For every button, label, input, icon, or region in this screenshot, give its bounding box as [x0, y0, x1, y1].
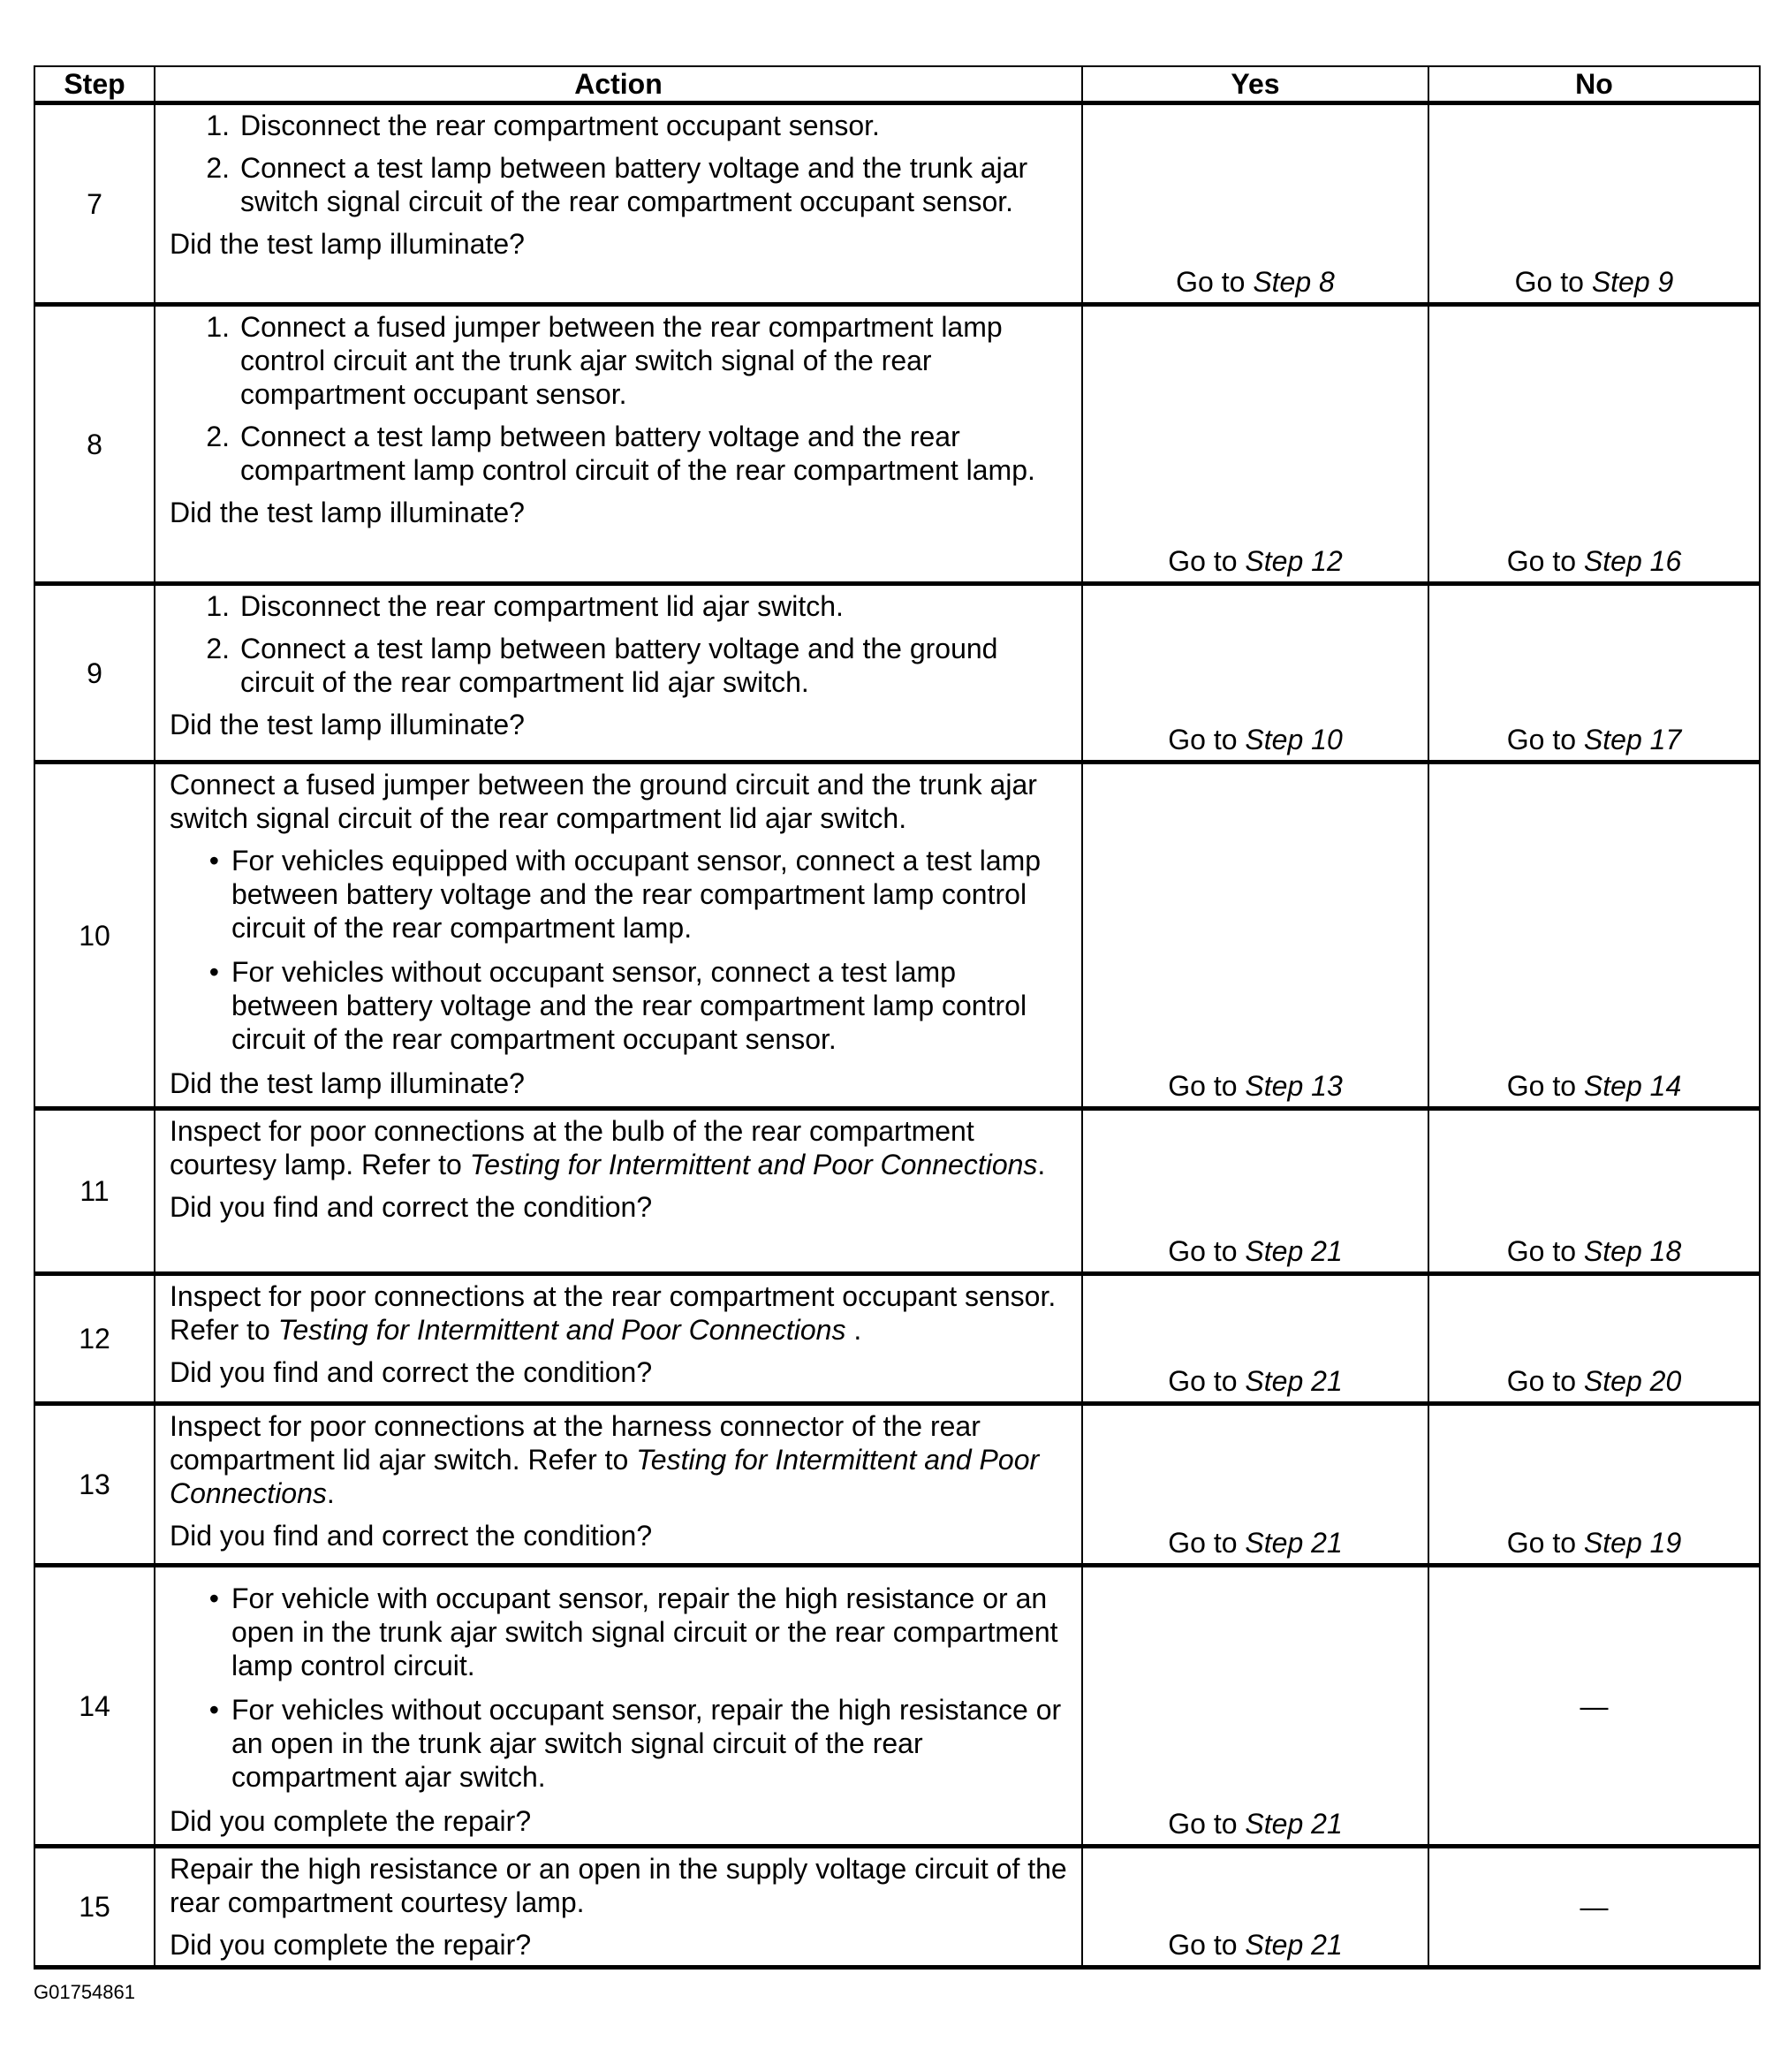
yes-cell — [1082, 1847, 1428, 1968]
step-number: 15 — [34, 1847, 155, 1968]
goto-label: Go to — [1506, 1070, 1577, 1102]
step-number: 9 — [34, 584, 155, 763]
no-cell — [1428, 1109, 1760, 1274]
goto-step-link[interactable]: Step 8 — [1253, 266, 1335, 298]
action-question: Did the test lamp illuminate? — [170, 1067, 525, 1099]
step-number: 8 — [34, 305, 155, 584]
goto-label: Go to — [1168, 1527, 1238, 1559]
action-question: Did you complete the repair? — [170, 1929, 532, 1961]
no-cell — [1428, 584, 1760, 763]
action-question: Did you find and correct the condition? — [170, 1356, 653, 1388]
table-row — [34, 305, 1760, 584]
no-cell — [1428, 1847, 1760, 1968]
goto-label: Go to — [1506, 1235, 1577, 1267]
table-row — [34, 1404, 1760, 1566]
action-text: Inspect for poor connections at the rear compartment occupant sensor. Refer to Testing for Intermittent and Poor Connections . — [170, 1280, 1057, 1346]
no-dash: — — [1580, 1891, 1609, 1923]
step-number: 13 — [34, 1404, 155, 1566]
list-item: 1. Disconnect the rear compartment occupant sensor. — [206, 110, 880, 141]
yes-cell — [1082, 1109, 1428, 1274]
action-cell — [155, 103, 1082, 305]
goto-step-link[interactable]: Step 21 — [1245, 1527, 1343, 1559]
table-row — [34, 584, 1760, 763]
action-question: Did the test lamp illuminate? — [170, 709, 525, 740]
action-text: Inspect for poor connections at the harness connector of the rear compartment lid ajar switch. Refer to Testing for Intermittent and Poor Connections. — [170, 1410, 1040, 1509]
list-item: • For vehicle with occupant sensor, repair the high resistance or an open in the trunk ajar switch signal circuit or the rear compartment lamp control circuit. — [208, 1582, 1058, 1681]
header-yes: Yes — [1082, 66, 1428, 103]
step-number: 7 — [34, 103, 155, 305]
goto-step-link[interactable]: Step 19 — [1583, 1527, 1682, 1559]
action-bullets — [170, 1582, 1069, 1804]
list-item: 1. Connect a fused jumper between the rear compartment lamp control circuit ant the trunk ajar switch signal of the rear compartment occupant sensor. — [206, 311, 1003, 410]
reference-link[interactable]: Testing for Intermittent and Poor Connections — [170, 1444, 1040, 1509]
action-cell — [155, 1404, 1082, 1566]
goto-step-link[interactable]: Step 9 — [1591, 266, 1674, 298]
action-intro: Connect a fused jumper between the ground circuit and the trunk ajar switch signal circuit of the rear compartment lid ajar switch. — [170, 769, 1037, 834]
action-question: Did you complete the repair? — [170, 1805, 532, 1837]
no-cell — [1428, 1566, 1760, 1847]
table-row — [34, 1274, 1760, 1404]
goto-step-link[interactable]: Step 21 — [1245, 1365, 1343, 1397]
action-cell — [155, 763, 1082, 1109]
reference-link[interactable]: Testing for Intermittent and Poor Connections — [277, 1314, 846, 1346]
action-steps — [170, 589, 1069, 708]
action-question: Did you find and correct the condition? — [170, 1191, 653, 1223]
goto-label: Go to — [1168, 1929, 1238, 1961]
action-cell — [155, 1274, 1082, 1404]
table-row — [34, 103, 1760, 305]
goto-step-link[interactable]: Step 17 — [1583, 724, 1682, 755]
reference-link[interactable]: Testing for Intermittent and Poor Connections — [469, 1149, 1038, 1180]
header-action: Action — [155, 66, 1082, 103]
figure-id: G01754861 — [34, 1981, 135, 2003]
goto-label: Go to — [1168, 545, 1238, 577]
goto-step-link[interactable]: Step 20 — [1583, 1365, 1682, 1397]
action-question: Did the test lamp illuminate? — [170, 497, 525, 528]
action-cell — [155, 305, 1082, 584]
header-row — [34, 66, 1760, 103]
goto-step-link[interactable]: Step 10 — [1245, 724, 1343, 755]
action-question: Did the test lamp illuminate? — [170, 228, 525, 260]
action-cell — [155, 584, 1082, 763]
yes-cell — [1082, 1566, 1428, 1847]
step-number: 11 — [34, 1109, 155, 1274]
list-item: 1. Disconnect the rear compartment lid ajar switch. — [206, 590, 844, 622]
goto-label: Go to — [1176, 266, 1246, 298]
yes-cell — [1082, 763, 1428, 1109]
header-step: Step — [34, 66, 155, 103]
table-row — [34, 763, 1760, 1109]
diagnostic-table — [34, 65, 1761, 1970]
yes-cell — [1082, 103, 1428, 305]
list-item: • For vehicles equipped with occupant sensor, connect a test lamp between battery voltage and the rear compartment lamp control circuit of the rear compartment lamp. — [208, 845, 1042, 944]
goto-label: Go to — [1506, 545, 1577, 577]
goto-label: Go to — [1506, 1527, 1577, 1559]
goto-label: Go to — [1506, 1365, 1577, 1397]
action-steps — [170, 310, 1069, 496]
no-cell — [1428, 763, 1760, 1109]
yes-cell — [1082, 1274, 1428, 1404]
no-cell — [1428, 103, 1760, 305]
goto-step-link[interactable]: Step 21 — [1245, 1235, 1343, 1267]
goto-label: Go to — [1168, 1235, 1238, 1267]
no-cell — [1428, 305, 1760, 584]
action-steps — [170, 109, 1069, 227]
goto-label: Go to — [1168, 1808, 1238, 1840]
list-item: • For vehicles without occupant sensor, connect a test lamp between battery voltage and the rear compartment lamp control circuit of the rear compartment occupant sensor. — [208, 956, 1027, 1055]
goto-label: Go to — [1168, 1365, 1238, 1397]
goto-step-link[interactable]: Step 16 — [1583, 545, 1682, 577]
list-item: 2. Connect a test lamp between battery voltage and the ground circuit of the rear compartment lid ajar switch. — [206, 633, 998, 698]
no-cell — [1428, 1404, 1760, 1566]
action-cell — [155, 1566, 1082, 1847]
table-row — [34, 1109, 1760, 1274]
action-text: Inspect for poor connections at the bulb of the rear compartment courtesy lamp. Refer to Testing for Intermittent and Poor Connections. — [170, 1115, 1046, 1180]
action-question: Did you find and correct the condition? — [170, 1520, 653, 1552]
yes-cell — [1082, 1404, 1428, 1566]
goto-label: Go to — [1168, 724, 1238, 755]
goto-step-link[interactable]: Step 18 — [1583, 1235, 1682, 1267]
goto-label: Go to — [1506, 724, 1577, 755]
goto-label: Go to — [1168, 1070, 1238, 1102]
no-dash: — — [1580, 1689, 1609, 1722]
action-intro: Repair the high resistance or an open in the supply voltage circuit of the rear compartment courtesy lamp. — [170, 1853, 1067, 1918]
step-number: 10 — [34, 763, 155, 1109]
goto-step-link[interactable]: Step 12 — [1245, 545, 1343, 577]
list-item: • For vehicles without occupant sensor, repair the high resistance or an open in the trunk ajar switch signal circuit of the rear compartment ajar switch. — [208, 1694, 1062, 1793]
goto-step-link[interactable]: Step 21 — [1245, 1929, 1343, 1961]
action-bullets — [170, 844, 1069, 1066]
step-number: 14 — [34, 1566, 155, 1847]
list-item: 2. Connect a test lamp between battery voltage and the trunk ajar switch signal circuit of the rear compartment occupant sensor. — [206, 152, 1028, 217]
table-row — [34, 1566, 1760, 1847]
step-number: 12 — [34, 1274, 155, 1404]
goto-step-link[interactable]: Step 21 — [1245, 1808, 1343, 1840]
yes-cell — [1082, 584, 1428, 763]
action-cell — [155, 1109, 1082, 1274]
no-cell — [1428, 1274, 1760, 1404]
table-row — [34, 1847, 1760, 1968]
header-no: No — [1428, 66, 1760, 103]
action-cell — [155, 1847, 1082, 1968]
goto-label: Go to — [1514, 266, 1584, 298]
list-item: 2. Connect a test lamp between battery voltage and the rear compartment lamp control circuit of the rear compartment lamp. — [206, 421, 1035, 486]
goto-step-link[interactable]: Step 14 — [1583, 1070, 1682, 1102]
yes-cell — [1082, 305, 1428, 584]
goto-step-link[interactable]: Step 13 — [1245, 1070, 1343, 1102]
